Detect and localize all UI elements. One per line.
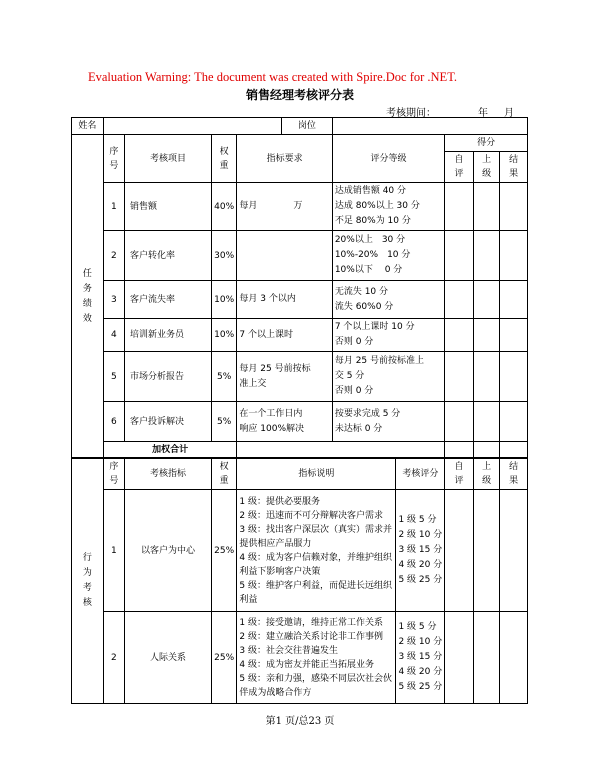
task-item: 培训新业务员: [125, 319, 212, 352]
position-field[interactable]: [332, 118, 527, 135]
task-row: [72, 281, 528, 319]
superior-score-cell[interactable]: [473, 231, 500, 281]
behavior-col-superior: 上 级: [473, 458, 500, 490]
task-weight: 10%: [211, 319, 236, 352]
weighted-total-value[interactable]: [237, 442, 445, 459]
task-col-weight: 权 重: [211, 135, 236, 183]
task-row: [72, 183, 528, 231]
behavior-seq: 2: [103, 612, 124, 704]
task-rating: 按要求完成 5 分 未达标 0 分: [332, 402, 444, 442]
task-item: 客户投诉解决: [125, 402, 212, 442]
result-score-cell[interactable]: [500, 402, 528, 442]
task-col-self: 自 评: [445, 152, 474, 183]
task-col-result: 结 果: [500, 152, 528, 183]
task-col-rating: 评分等级: [332, 135, 444, 183]
task-col-seq: 序 号: [103, 135, 124, 183]
behavior-desc: 1 级：接受邀请，维持正常工作关系 2 级：建立融洽关系讨论非工作事例 3 级：社会交往普遍发生 4 级：成为密友并能正当拓展业务 5 级：亲和力强，感染不同层次社会伙 伴成为战略合作方: [237, 612, 396, 704]
result-score-cell[interactable]: [500, 352, 528, 402]
result-score-cell[interactable]: [500, 231, 528, 281]
page-footer: 第1 页/总23 页: [265, 716, 335, 727]
document-title: 销售经理考核评分表: [245, 88, 354, 102]
behavior-table: [71, 457, 528, 704]
task-indicator: [237, 231, 332, 281]
task-weight: 5%: [211, 402, 236, 442]
behavior-item: 以客户为中心: [125, 490, 212, 612]
task-item: 市场分析报告: [125, 352, 212, 402]
behavior-rating: 1 级 5 分 2 级 10 分 3 级 15 分 4 级 20 分 5 级 25 分: [396, 612, 445, 704]
behavior-col-item: 考核指标: [125, 458, 212, 490]
task-seq: 2: [103, 231, 124, 281]
task-seq: 5: [103, 352, 124, 402]
task-indicator: 在一个工作日内 响应 100%解决: [237, 402, 332, 442]
weighted-total-label: 加权合计: [103, 442, 237, 459]
behavior-row: [72, 612, 528, 704]
task-seq: 1: [103, 183, 124, 231]
task-row: [72, 352, 528, 402]
task-item: 客户流失率: [125, 281, 212, 319]
self-score-cell[interactable]: [445, 281, 474, 319]
task-weight: 40%: [211, 183, 236, 231]
behavior-col-result: 结 果: [500, 458, 528, 490]
task-rating: 无流失 10 分 流失 60%0 分: [332, 281, 444, 319]
task-indicator: 7 个以上课时: [237, 319, 332, 352]
task-col-item: 考核项目: [125, 135, 212, 183]
behavior-row: [72, 490, 528, 612]
self-score-cell[interactable]: [445, 183, 474, 231]
task-item: 销售额: [125, 183, 212, 231]
superior-score-cell[interactable]: [473, 612, 500, 704]
header-row: [72, 118, 528, 135]
self-score-cell[interactable]: [445, 231, 474, 281]
superior-score-cell[interactable]: [473, 490, 500, 612]
behavior-col-rating: 考核评分: [396, 458, 445, 490]
superior-score-cell[interactable]: [473, 281, 500, 319]
self-score-cell[interactable]: [445, 402, 474, 442]
behavior-section-label: 行 为 考 核: [72, 458, 104, 704]
result-score-cell[interactable]: [500, 319, 528, 352]
task-rating: 7 个以上课时 10 分 否则 0 分: [332, 319, 444, 352]
task-indicator: 每月 万: [237, 183, 332, 231]
superior-score-cell[interactable]: [473, 183, 500, 231]
behavior-seq: 1: [103, 490, 124, 612]
behavior-col-weight: 权 重: [211, 458, 236, 490]
task-rating: 每月 25 号前按标准上 交 5 分 否则 0 分: [332, 352, 444, 402]
task-indicator: 每月 25 号前按标 准上交: [237, 352, 332, 402]
result-score-cell[interactable]: [500, 612, 528, 704]
task-col-indicator: 指标要求: [237, 135, 332, 183]
task-col-score: 得分: [445, 135, 528, 152]
task-row: [72, 319, 528, 352]
period-year: 年: [478, 108, 488, 119]
behavior-col-self: 自 评: [445, 458, 474, 490]
self-score-cell[interactable]: [445, 319, 474, 352]
superior-score-cell[interactable]: [473, 402, 500, 442]
task-rating: 达成销售额 40 分 达成 80%以上 30 分 不足 80%为 10 分: [332, 183, 444, 231]
self-score-cell[interactable]: [445, 612, 474, 704]
behavior-weight: 25%: [211, 490, 236, 612]
evaluation-warning: Evaluation Warning: The document was created with Spire.Doc for .NET.: [88, 70, 458, 84]
assessment-table: [71, 117, 528, 459]
task-col-superior: 上 级: [473, 152, 500, 183]
task-rating: 20%以上 30 分 10%-20% 10 分 10%以下 0 分: [332, 231, 444, 281]
superior-total-cell[interactable]: [473, 442, 500, 459]
task-row: [72, 402, 528, 442]
self-total-cell[interactable]: [445, 442, 474, 459]
behavior-weight: 25%: [211, 612, 236, 704]
behavior-col-seq: 序 号: [103, 458, 124, 490]
task-item: 客户转化率: [125, 231, 212, 281]
task-seq: 6: [103, 402, 124, 442]
self-score-cell[interactable]: [445, 490, 474, 612]
result-total-cell[interactable]: [500, 442, 528, 459]
behavior-item: 人际关系: [125, 612, 212, 704]
position-label: 岗位: [281, 118, 332, 135]
task-indicator: 每月 3 个以内: [237, 281, 332, 319]
result-score-cell[interactable]: [500, 281, 528, 319]
task-row: [72, 231, 528, 281]
period-month: 月: [504, 108, 514, 119]
task-seq: 4: [103, 319, 124, 352]
name-label: 姓名: [72, 118, 104, 135]
self-score-cell[interactable]: [445, 352, 474, 402]
superior-score-cell[interactable]: [473, 319, 500, 352]
behavior-col-desc: 指标说明: [237, 458, 396, 490]
behavior-desc: 1 级：提供必要服务 2 级：迅速而不可分辩解决客户需求 3 级：找出客户深层次（真实）需求并 提供相应产品服力 4 级：成为客户信赖对象，并维护组织 利益下影响客户决策 5 级：维护客户利益，而促进长远组织 利益: [237, 490, 396, 612]
period-label: 考核期间：: [386, 108, 436, 119]
task-section-label: 任 务 绩 效: [72, 135, 104, 459]
superior-score-cell[interactable]: [473, 352, 500, 402]
task-weight: 30%: [211, 231, 236, 281]
result-score-cell[interactable]: [500, 183, 528, 231]
behavior-rating: 1 级 5 分 2 级 10 分 3 级 15 分 4 级 20 分 5 级 25 分: [396, 490, 445, 612]
result-score-cell[interactable]: [500, 490, 528, 612]
name-field[interactable]: [103, 118, 281, 135]
weighted-total-row: [72, 442, 528, 459]
task-seq: 3: [103, 281, 124, 319]
task-weight: 5%: [211, 352, 236, 402]
task-weight: 10%: [211, 281, 236, 319]
